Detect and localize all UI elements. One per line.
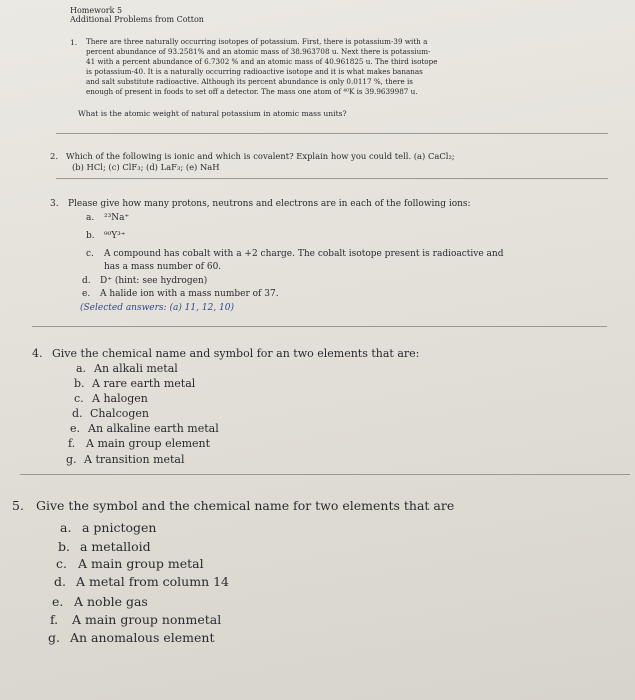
problem-3-item: e. A halide ion with a mass number of 37. [82, 289, 279, 299]
problem-4-item: b. A rare earth metal [74, 377, 196, 390]
problem-3-item: has a mass number of 60. [104, 262, 222, 272]
problem-1-line: There are three naturally occurring isotopes of potassium. First, there is potassium-39 with a [86, 37, 428, 46]
problem-1-line: enough of present in foods to set off a detector. The mass one atom of ⁴⁰K is 39.9639987 u. [86, 87, 418, 96]
problem-3-number: 3. [50, 199, 59, 209]
divider [56, 133, 608, 134]
problem-5-item: g. An anomalous element [48, 630, 215, 645]
problem-5-item: a. a pnictogen [60, 520, 157, 535]
problem-1-line: is potassium-40. It is a naturally occurring radioactive isotope and it is what makes bananas [86, 67, 423, 76]
problem-5-item: e. A noble gas [52, 594, 148, 609]
problem-4-item: a. An alkali metal [76, 362, 178, 375]
page-subtitle: Additional Problems from Cotton [70, 15, 204, 24]
page-title: Homework 5 [70, 6, 123, 15]
problem-3-item: a. ²³Na⁺ [86, 213, 130, 223]
problem-1-number: 1. [70, 38, 78, 47]
problem-3-item: c. A compound has cobalt with a +2 charge. The cobalt isotope present is radioactive and [86, 249, 504, 259]
problem-4-item: g. A transition metal [66, 453, 185, 466]
problem-4-item: f. A main group element [68, 437, 211, 450]
divider [32, 326, 607, 327]
problem-5-item: b. a metalloid [58, 539, 151, 554]
problem-4-item: e. An alkaline earth metal [70, 422, 219, 435]
problem-4-number: 4. [32, 347, 43, 360]
divider [56, 178, 608, 179]
problem-4-intro: Give the chemical name and symbol for an two elements that are: [52, 347, 420, 360]
problem-3-intro: Please give how many protons, neutrons and electrons are in each of the following ions: [68, 199, 471, 209]
problem-1-line: and salt substitute radioactive. Although its percent abundance is only 0.0117 %, there is [86, 77, 413, 86]
problem-2-line: (b) HCl; (c) ClF₃; (d) LaF₃; (e) NaH [72, 162, 220, 172]
problem-1-question: What is the atomic weight of natural potassium in atomic mass units? [78, 109, 347, 118]
problem-1-line: percent abundance of 93.2581% and an atomic mass of 38.963708 u. Next there is potassium- [86, 47, 431, 56]
problem-4-item: c. A halogen [74, 392, 148, 405]
problem-5-number: 5. [12, 498, 24, 513]
problem-2-line: Which of the following is ionic and which is covalent? Explain how you could tell. (a) CaCl₂; [66, 151, 455, 161]
problem-5-intro: Give the symbol and the chemical name for two elements that are [36, 498, 455, 513]
problem-3-item: b. ⁹⁰Y³⁺ [86, 231, 126, 241]
selected-answers: (Selected answers: (a) 11, 12, 10) [80, 303, 234, 313]
problem-3-item: d. D⁺ (hint: see hydrogen) [82, 276, 208, 286]
problem-5-item: c. A main group metal [56, 556, 204, 571]
problem-5-item: d. A metal from column 14 [54, 574, 230, 589]
problem-5-item: f. A main group nonmetal [50, 612, 222, 627]
divider [20, 474, 630, 475]
problem-1-line: 41 with a percent abundance of 6.7302 % and an atomic mass of 40.961825 u. The third isotope [86, 57, 438, 66]
problem-2-number: 2. [50, 151, 58, 161]
problem-4-item: d. Chalcogen [72, 407, 149, 420]
